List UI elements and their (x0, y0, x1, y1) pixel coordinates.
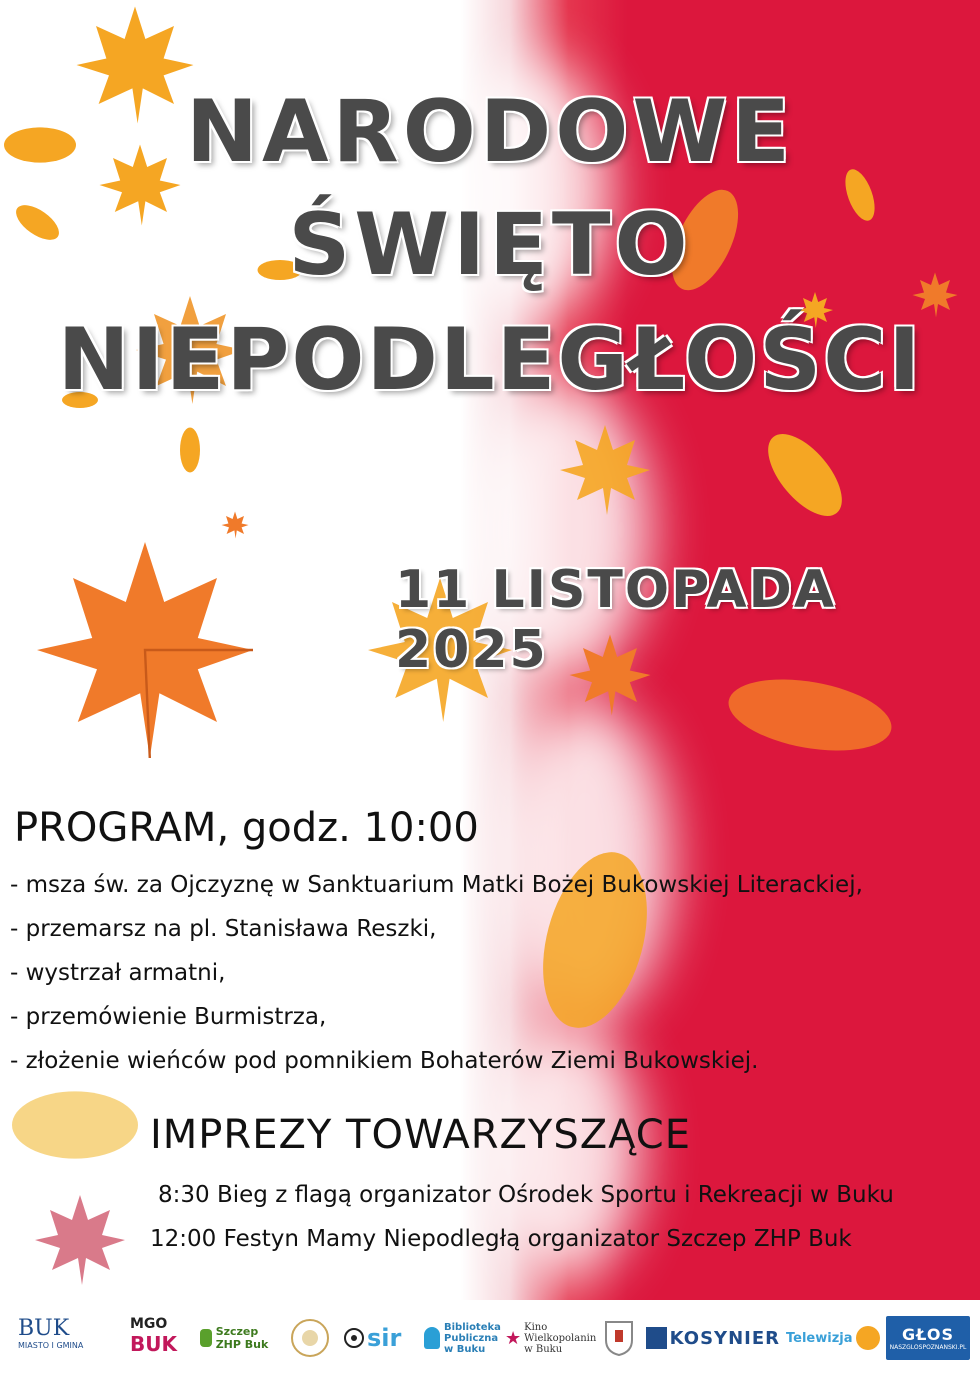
sanctuary-seal-icon (290, 1318, 330, 1358)
mgok-logo (130, 1316, 192, 1360)
sponsor-logo-bar (0, 1300, 980, 1386)
buk-logo-sub: MIASTO I GMINA (18, 1341, 84, 1350)
title-line-3: NIEPODLEGŁOŚCI (57, 310, 923, 410)
tv-logo-text: Telewizja (786, 1330, 853, 1346)
library-logo (424, 1316, 504, 1360)
sir-logo-text: sir (367, 1324, 402, 1352)
glos-logo-text: GŁOS (902, 1325, 954, 1344)
leaf-icon (5, 1080, 145, 1170)
program-item: - przemówienie Burmistrza, (10, 1004, 327, 1030)
program-item: - przemarsz na pl. Stanisława Reszki, (10, 916, 437, 942)
events-heading: IMPREZY TOWARZYSZĄCE (150, 1112, 691, 1158)
maple-leaf-icon (25, 530, 265, 770)
kosynier-logo-text: KOSYNIER (669, 1327, 780, 1349)
crest-icon (604, 1320, 634, 1356)
kosynier-emblem-icon (646, 1327, 667, 1349)
sir-logo (344, 1316, 418, 1360)
buk-logo (18, 1316, 118, 1360)
owl-icon (424, 1327, 440, 1349)
program-list (10, 870, 863, 1090)
program-item: - wystrzał armatni, (10, 960, 226, 986)
library-logo-text: Biblioteka Publiczna w Buku (444, 1321, 501, 1355)
zhp-lily-icon (200, 1329, 212, 1347)
title-line-1: NARODOWE (186, 82, 794, 182)
tv-sun-icon (856, 1326, 880, 1350)
kino-logo (505, 1316, 597, 1360)
leaf-icon (175, 425, 205, 475)
title-line-2: ŚWIĘTO (288, 195, 692, 295)
mgok-logo-top: MGO (130, 1316, 168, 1332)
ball-icon (344, 1328, 364, 1348)
event-item: 12:00 Festyn Mamy Niepodległą organizator Szczep ZHP Buk (150, 1226, 852, 1252)
kino-logo-text: Kino Wielkopolanin w Buku (524, 1321, 597, 1355)
crest-logo (604, 1316, 638, 1360)
buk-logo-text: BUK (18, 1316, 70, 1341)
program-item: - msza św. za Ojczyznę w Sanktuarium Matki Bożej Bukowskiej Literackiej, (10, 872, 863, 898)
leaf-icon (750, 420, 860, 530)
tv-logo (786, 1316, 882, 1360)
zhp-logo (200, 1316, 280, 1360)
program-item: - złożenie wieńców pod pomnikiem Bohaterów Ziemi Bukowskiej. (10, 1048, 759, 1074)
program-heading: PROGRAM, godz. 10:00 (14, 805, 479, 851)
event-item: 8:30 Bieg z flagą organizator Ośrodek Sportu i Rekreacji w Buku (158, 1182, 894, 1208)
maple-leaf-icon (30, 1190, 130, 1290)
glos-logo-sub: NASZGLOSPOZNANSKI.PL (889, 1344, 967, 1351)
sanctuary-logo (290, 1316, 334, 1360)
kosynier-logo (646, 1316, 780, 1360)
glos-logo (886, 1316, 970, 1360)
event-date: 11 LISTOPADA 2025 (395, 560, 837, 680)
star-icon: ★ (505, 1327, 522, 1349)
zhp-logo-text: Szczep ZHP Buk (215, 1325, 269, 1351)
maple-leaf-icon (555, 420, 655, 520)
mgok-logo-bottom: BUK (130, 1332, 177, 1356)
